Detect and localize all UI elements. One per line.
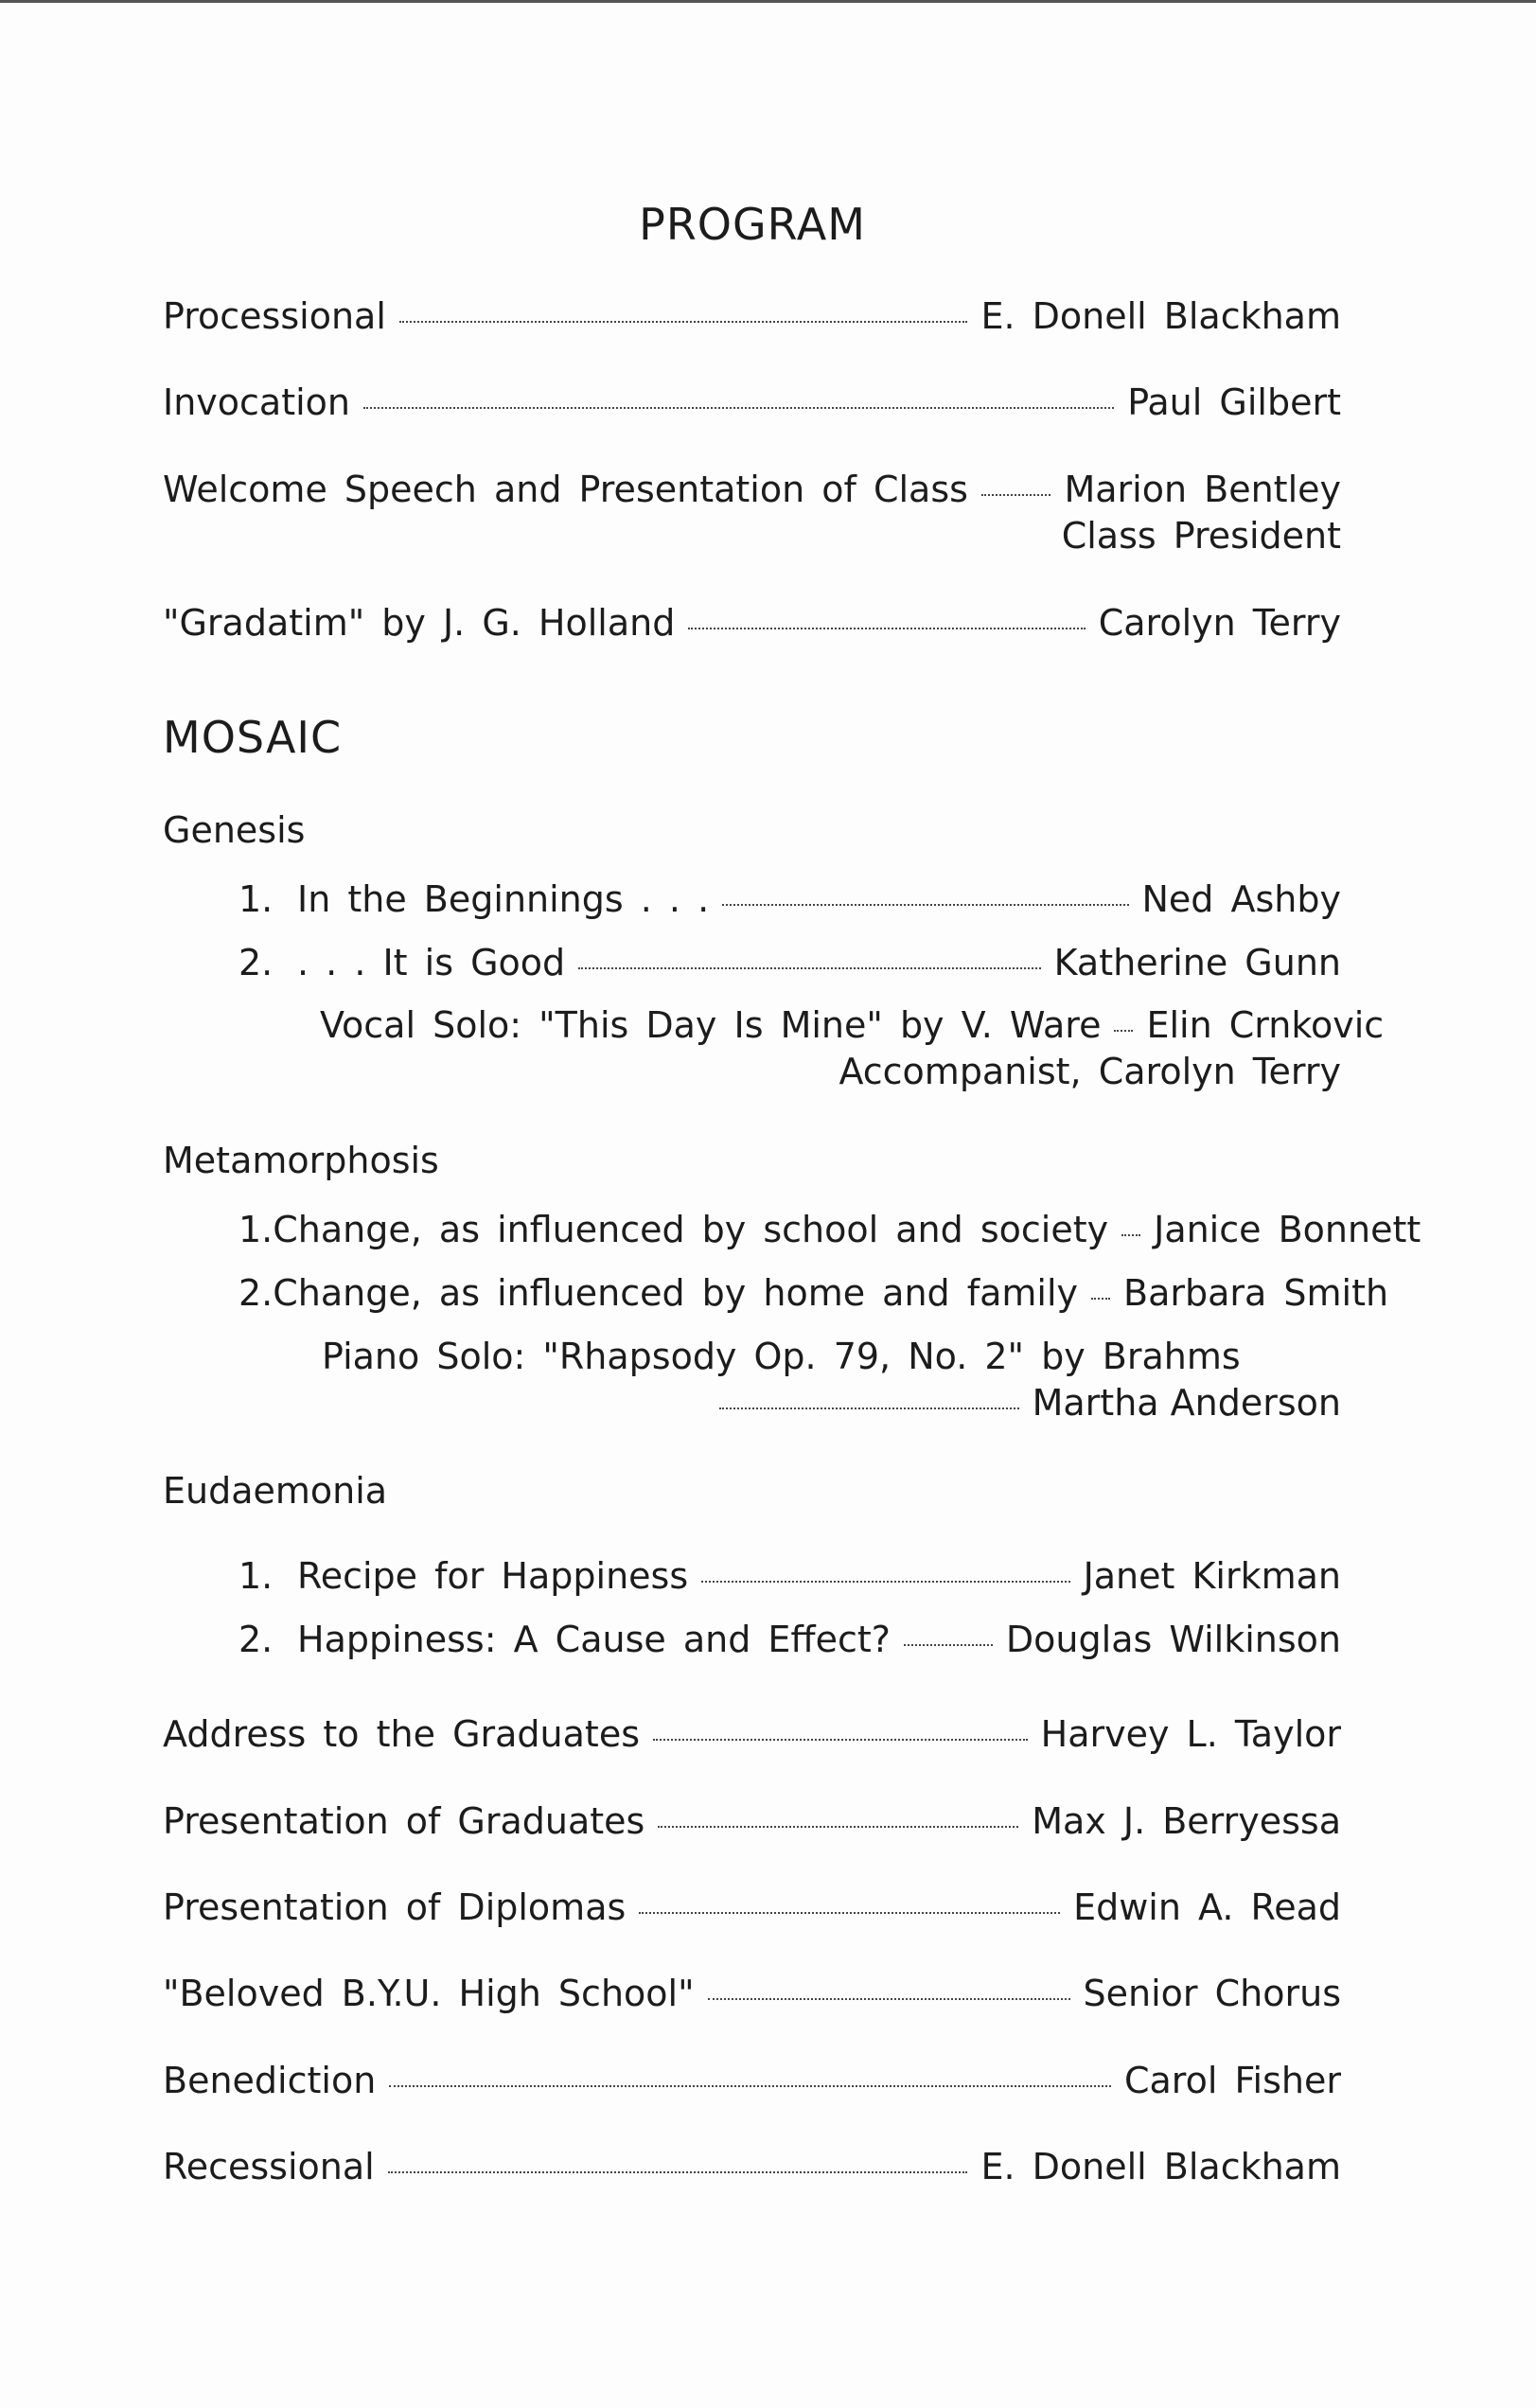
entry-label: Vocal Solo: "This Day Is Mine" by V. Ware: [320, 1004, 1102, 1046]
program-entry-presentation-graduates: [163, 1800, 1341, 1842]
entry-performer: Senior Chorus: [1083, 1973, 1341, 2014]
leader-dots: [1114, 1030, 1133, 1032]
entry-performer: Edwin A. Read: [1073, 1886, 1341, 1928]
entry-performer: Katherine Gunn: [1053, 942, 1341, 983]
entry-label: Change, as influenced by school and society: [273, 1209, 1109, 1250]
leader-dots: [639, 1912, 1060, 1914]
program-entry-invocation: [163, 381, 1341, 423]
leader-dots: [1121, 1234, 1140, 1236]
entry-performer: Janice Bonnett: [1154, 1209, 1421, 1250]
genesis-item-2: [238, 942, 1341, 983]
entry-performer: Marion Bentley: [1064, 469, 1341, 510]
item-number: 2.: [238, 1619, 274, 1660]
entry-performer: Martha Anderson: [1032, 1382, 1341, 1424]
entry-label: Presentation of Diplomas: [163, 1886, 627, 1928]
mosaic-heading: MOSAIC: [163, 712, 343, 763]
program-entry-processional: [163, 295, 1341, 337]
program-entry-address: [163, 1713, 1341, 1755]
leader-dots: [722, 904, 1128, 906]
program-entry-beloved-byu: [163, 1973, 1341, 2014]
metamorphosis-item-2: [238, 1272, 1389, 1314]
genesis-vocal-solo: [320, 1004, 1385, 1046]
program-entry-gradatim: [163, 602, 1341, 644]
entry-performer: Barbara Smith: [1123, 1272, 1389, 1314]
entry-subtitle-class-president: Class President: [1061, 515, 1341, 557]
entry-performer: E. Donell Blackham: [980, 2146, 1341, 2187]
program-entry-benediction: [163, 2060, 1341, 2101]
entry-label: "Gradatim" by J. G. Holland: [163, 602, 676, 644]
page-title: PROGRAM: [639, 199, 866, 250]
entry-performer: Carol Fisher: [1123, 2060, 1341, 2101]
leader-dots: [388, 2171, 968, 2173]
leader-dots: [653, 1739, 1028, 1741]
entry-label: Happiness: A Cause and Effect?: [297, 1619, 891, 1660]
leader-dots: [701, 1581, 1069, 1583]
section-title-genesis: Genesis: [163, 809, 306, 851]
entry-label: Recipe for Happiness: [297, 1555, 689, 1597]
leader-dots: [708, 1998, 1070, 2000]
entry-performer: E. Donell Blackham: [980, 295, 1341, 337]
entry-performer: Max J. Berryessa: [1032, 1800, 1341, 1842]
leader-dots: [688, 628, 1085, 629]
entry-performer: Elin Crnkovic: [1146, 1004, 1385, 1046]
top-edge-rule: [0, 0, 1536, 3]
program-entry-welcome-speech: [163, 469, 1341, 510]
item-number: 2.: [238, 1272, 274, 1314]
metamorphosis-piano-solo-performer-line: [719, 1382, 1341, 1424]
entry-label: Benediction: [163, 2060, 377, 2101]
leader-dots: [981, 494, 1051, 496]
genesis-item-1: [238, 878, 1341, 920]
section-title-eudaemonia: Eudaemonia: [163, 1470, 388, 1512]
program-entry-presentation-diplomas: [163, 1886, 1341, 1928]
eudaemonia-item-2: [238, 1619, 1341, 1660]
entry-performer: Paul Gilbert: [1127, 381, 1341, 423]
eudaemonia-item-1: [238, 1555, 1341, 1597]
entry-label: Welcome Speech and Presentation of Class: [163, 469, 968, 510]
entry-label: Change, as influenced by home and family: [273, 1272, 1079, 1314]
leader-dots: [1091, 1298, 1110, 1300]
entry-label: "Beloved B.Y.U. High School": [163, 1973, 695, 2014]
metamorphosis-item-1: [238, 1209, 1421, 1250]
entry-performer: Carolyn Terry: [1098, 602, 1341, 644]
item-number: 1.: [238, 878, 274, 920]
entry-label: Presentation of Graduates: [163, 1800, 645, 1842]
entry-label: Invocation: [163, 381, 350, 423]
entry-performer: Harvey L. Taylor: [1040, 1713, 1341, 1755]
leader-dots: [399, 321, 968, 323]
entry-performer: Douglas Wilkinson: [1005, 1619, 1341, 1660]
leader-dots: [904, 1644, 993, 1646]
entry-label: Recessional: [163, 2146, 375, 2187]
item-number: 2.: [238, 942, 274, 983]
leader-dots: [658, 1826, 1018, 1828]
entry-label: . . . It is Good: [297, 942, 566, 983]
entry-label: In the Beginnings . . .: [297, 878, 710, 920]
leader-dots: [363, 407, 1114, 409]
section-title-metamorphosis: Metamorphosis: [163, 1140, 439, 1181]
entry-performer: Janet Kirkman: [1083, 1555, 1341, 1597]
program-entry-recessional: [163, 2146, 1341, 2187]
leader-dots: [389, 2085, 1111, 2087]
leader-dots: [578, 967, 1041, 969]
entry-label: Processional: [163, 295, 386, 337]
metamorphosis-piano-solo-title: Piano Solo: "Rhapsody Op. 79, No. 2" by Brahms: [322, 1336, 1241, 1377]
item-number: 1.: [238, 1209, 274, 1250]
leader-dots: [719, 1408, 1019, 1409]
item-number: 1.: [238, 1555, 274, 1597]
entry-performer: Ned Ashby: [1141, 878, 1341, 920]
entry-label: Address to the Graduates: [163, 1713, 641, 1755]
entry-subtitle-accompanist: Accompanist, Carolyn Terry: [839, 1051, 1341, 1092]
